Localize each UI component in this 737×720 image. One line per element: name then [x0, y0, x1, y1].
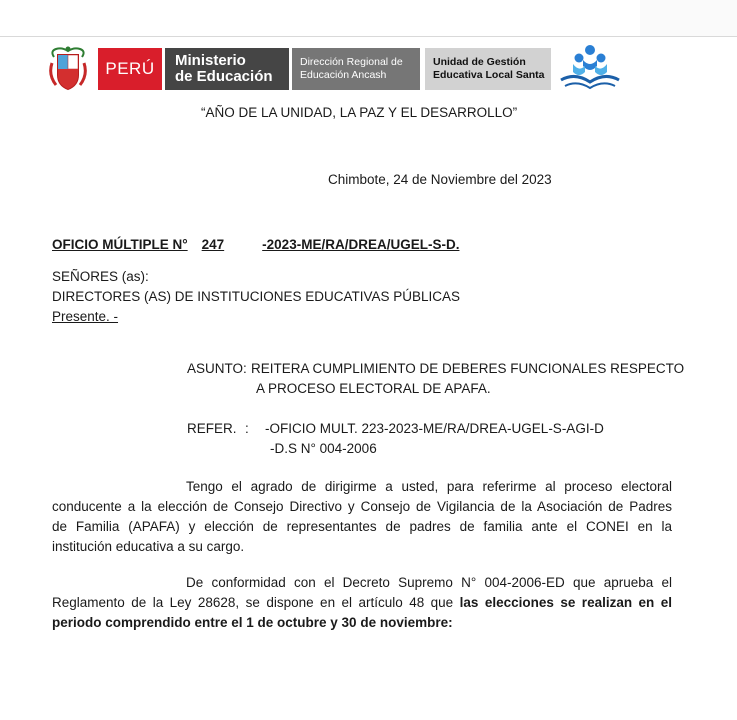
page-top-border: [0, 36, 737, 37]
paragraph-2-line-2: [52, 593, 672, 613]
year-motto: “AÑO DE LA UNIDAD, LA PAZ Y EL DESARROLLO”: [201, 105, 518, 120]
ugel-line-1: Unidad de Gestión: [433, 56, 526, 68]
paragraph-1-line: institución educativa a su cargo.: [52, 539, 245, 554]
ugel-brand-block: [425, 48, 551, 90]
coat-of-arms-icon: [48, 45, 88, 93]
ministry-line-2: de Educación: [175, 68, 273, 85]
country-label: PERÚ: [105, 59, 155, 78]
asunto-line-2: A PROCESO ELECTORAL DE APAFA.: [256, 381, 491, 396]
paragraph-1-line: Tengo el agrado de dirigirme a usted, para referirme al proceso electoral: [186, 479, 672, 494]
recipients-presente: Presente. -: [52, 309, 119, 324]
paragraph-2-line-3: periodo comprendido entre el 1 de octubre y 30 de noviembre:: [52, 615, 453, 630]
asunto-line-1: REITERA CUMPLIMIENTO DE DEBERES FUNCIONALES RESPECTO: [251, 361, 685, 376]
recipients-line-1: SEÑORES (as):: [52, 269, 149, 284]
ugel-line-2: Educativa Local Santa: [433, 69, 545, 81]
body-paragraph-1: [52, 477, 672, 557]
page-edge-shadow: [640, 0, 737, 36]
paragraph-2-plain-text: Reglamento de la Ley 28628, se dispone en el artículo 48 que: [52, 595, 460, 610]
body-paragraph-2: [52, 573, 672, 633]
recipients-line-2: DIRECTORES (AS) DE INSTITUCIONES EDUCATIVAS PÚBLICAS: [52, 289, 461, 304]
letterhead: [48, 44, 623, 94]
drea-line-1: Dirección Regional de: [300, 56, 403, 68]
refer-line-1: -OFICIO MULT. 223-2023-ME/RA/DREA-UGEL-S-AGI-D: [265, 421, 604, 436]
refer-label: REFER.: [187, 421, 237, 436]
oficio-reference: [52, 235, 459, 255]
paragraph-1-line: de Familia (APAFA) y elección de representantes de padres de familia ante el CONEI en la: [52, 519, 672, 534]
oficio-number: 247: [201, 237, 225, 252]
paragraph-1-line: conducente a la elección de Consejo Directivo y Consejo de Vigilancia de la Asociación de Padres: [52, 499, 672, 514]
drea-line-2: Educación Ancash: [300, 69, 387, 81]
refer-line-2: -D.S N° 004-2006: [270, 441, 377, 456]
oficio-code: -2023-ME/RA/DREA/UGEL-S-D.: [262, 237, 460, 252]
ugel-logo-icon: [557, 44, 623, 94]
ministry-line-1: Ministerio: [175, 52, 246, 69]
paragraph-2-line-1: De conformidad con el Decreto Supremo N° 004-2006-ED que aprueba el: [186, 575, 672, 590]
ministry-brand-block: [165, 48, 289, 90]
asunto-label: ASUNTO:: [187, 361, 247, 376]
drea-brand-block: [292, 48, 420, 90]
place-date: Chimbote, 24 de Noviembre del 2023: [328, 172, 552, 187]
peru-brand-block: [98, 48, 162, 90]
oficio-label: OFICIO MÚLTIPLE N°: [52, 237, 188, 252]
paragraph-2-bold-text: las elecciones se realizan en el: [459, 595, 672, 610]
refer-colon: :: [245, 421, 249, 436]
